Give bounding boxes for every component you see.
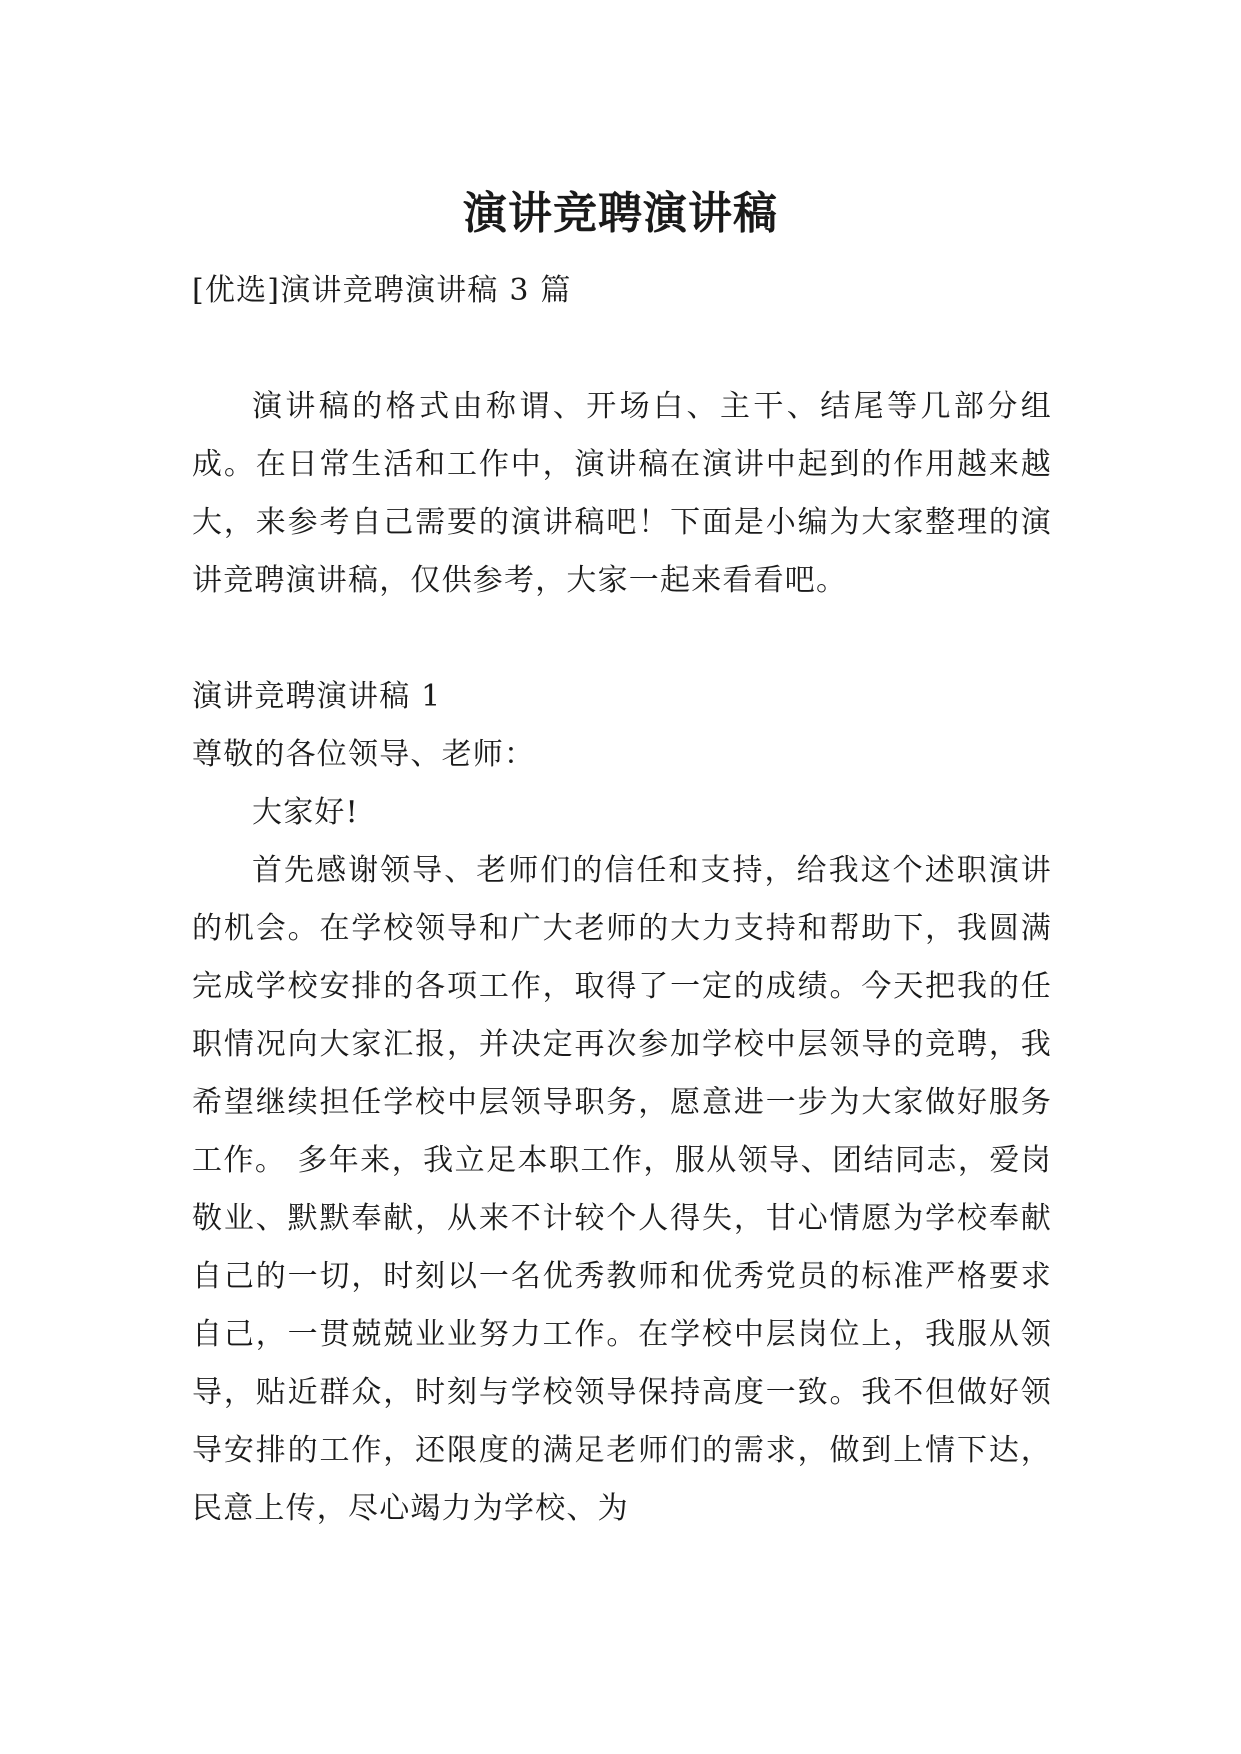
document-body <box>192 262 1052 1538</box>
document-subtitle: [优选]演讲竞聘演讲稿 3 篇 <box>192 273 572 308</box>
greeting: 大家好! <box>252 795 359 830</box>
intro-paragraph: 演讲稿的格式由称谓、开场白、主干、结尾等几部分组成。在日常生活和工作中，演讲稿在演讲中起到的作用越来越大，来参考自己需要的演讲稿吧！下面是小编为大家整理的演讲竞聘演讲稿，仅供参考，大家一起来看看吧。 <box>192 389 1052 598</box>
section-heading: 演讲竞聘演讲稿 1 <box>192 679 442 714</box>
document-title: 演讲竞聘演讲稿 <box>463 188 778 240</box>
salutation: 尊敬的各位领导、老师： <box>192 737 536 772</box>
body-paragraph: 首先感谢领导、老师们的信任和支持，给我这个述职演讲的机会。在学校领导和广大老师的大力支持和帮助下，我圆满完成学校安排的各项工作，取得了一定的成绩。今天把我的任职情况向大家汇报，并决定再次参加学校中层领导的竞聘，我希望继续担任学校中层领导职务，愿意进一步为大家做好服务工作。 多年来，我立足本职工作，服从领导、团结同志，爱岗敬业、默默奉献，从来不计较个人得失，甘心情愿为学校奉献自己的一切，时刻以一名优秀教师和优秀党员的标准严格要求自己，一贯兢兢业业努力工作。在学校中层岗位上，我服从领导，贴近群众，时刻与学校领导保持高度一致。我不但做好领导安排的工作，还限度的满足老师们的需求，做到上情下达，民意上传，尽心竭力为学校、为 <box>192 853 1052 1526</box>
